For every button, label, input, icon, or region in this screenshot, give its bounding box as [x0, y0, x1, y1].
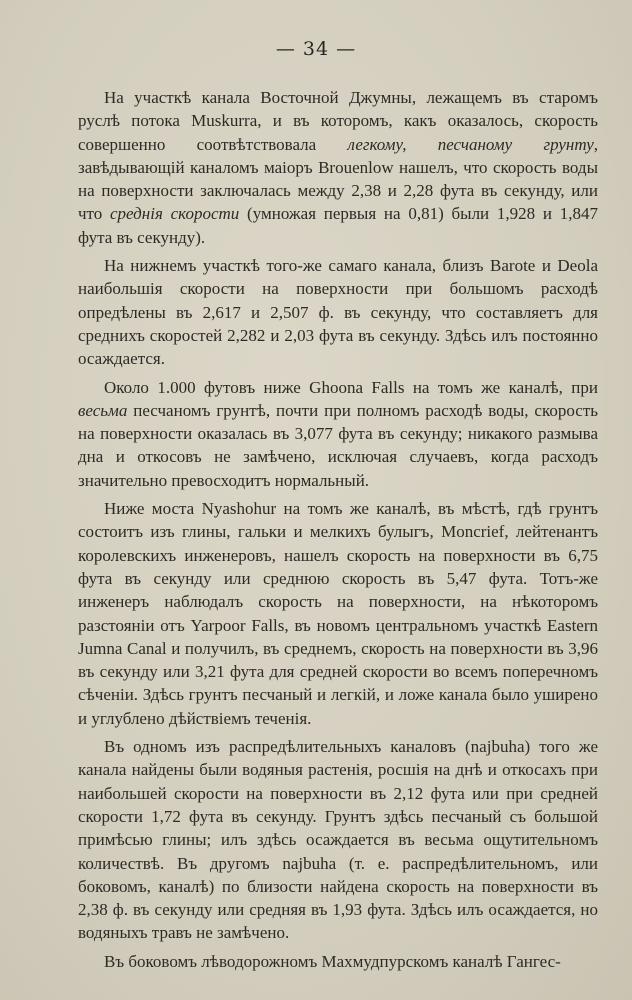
paragraph-text: Въ одномъ изъ распредѣлительныхъ каналовъ (najbuha) того же канала найдены были водяныя растенія, росшія на днѣ и откосахъ при наибольшей скорости на поверхности въ 2,12 фута или при средней скорости 1,72 фута въ секунду. Грунтъ здѣсь песчаный съ большой примѣсью глины; илъ здѣсь осаждается въ весьма ощутительномъ количествѣ. Въ другомъ najbuha (т. е. распредѣлительномъ, или боковомъ, каналѣ) по близости найдена скорость на поверхности въ 2,38 ф. въ секунду или средняя въ 1,93 фута. Здѣсь илъ осаждается, но водяныхъ травъ не замѣчено. — [78, 737, 598, 943]
paragraph — [78, 86, 598, 249]
paragraph — [78, 254, 598, 370]
italic-emphasis: весьма — [78, 400, 128, 420]
paragraph-text: песчаномъ грунтѣ, почти при полномъ расходѣ воды, скорость на поверхности оказалась въ 3,077 фута въ секунду; никакого размыва дна и откосовъ не замѣчено, исключая случаевъ, когда расходъ значительно превосходитъ нормальный. — [78, 400, 598, 490]
paragraph — [78, 497, 598, 730]
paragraph — [78, 735, 598, 945]
paragraph — [78, 950, 598, 973]
italic-emphasis: легкому, песчаному грунту — [347, 134, 594, 154]
italic-emphasis: среднія скорости — [110, 204, 240, 224]
paragraph-text: Ниже моста Nyashohur на томъ же каналѣ, въ мѣстѣ, гдѣ грунтъ состоитъ изъ глины, гальки и мелкихъ булыгъ, Moncrief, лейтенантъ королевскихъ инженеровъ, нашелъ скорость на поверхности въ 6,75 фута въ секунду или среднюю скорость въ 5,47 фута. Тотъ-же инженеръ наблюдалъ скорость на поверхности, на нѣкоторомъ разстояніи отъ Yarpoor Falls, въ новомъ центральномъ участкѣ Eastern Jumna Canal и получилъ, въ среднемъ, скорость на поверхности въ 3,96 въ секунду или 3,21 фута для средней скорости во всемъ поперечномъ сѣченіи. Здѣсь грунтъ песчаный и легкій, и ложе канала было уширено и углублено дѣйствіемъ теченія. — [78, 499, 598, 728]
body-text — [78, 86, 598, 973]
page-number: — 34 — — [275, 38, 357, 60]
paragraph-text: На нижнемъ участкѣ того-же самаго канала, близъ Barote и Deola наибольшія скорости на поверхности при большомъ расходѣ опредѣлены въ 2,617 и 2,507 ф. въ секунду, что составляетъ для среднихъ скоростей 2,282 и 2,03 фута въ секунду. Здѣсь илъ постоянно осаждается. — [78, 256, 598, 369]
paragraph-text: Въ боковомъ лѣводорожномъ Махмудпурскомъ каналѣ Гангес- — [104, 951, 561, 971]
paragraph-text: На участкѣ канала Восточной Джумны, лежащемъ въ старомъ руслѣ потока Muskurra, и въ которомъ, какъ оказалось, скорость совершенно соотвѣтствовала — [78, 88, 598, 154]
paragraph-text: Около 1.000 футовъ ниже Ghoona Falls на томъ же каналѣ, при — [104, 377, 598, 397]
paragraph-text: (умножая первыя на 0,81) были 1,928 и 1,847 фута въ секунду). — [78, 204, 599, 247]
paragraph — [78, 376, 598, 492]
paragraph-text: , завѣдывающій каналомъ маіоръ Brouenlow нашелъ, что скорость воды на поверхности заключалась между 2,38 и 2,28 фута въ секунду, или что — [78, 134, 598, 224]
